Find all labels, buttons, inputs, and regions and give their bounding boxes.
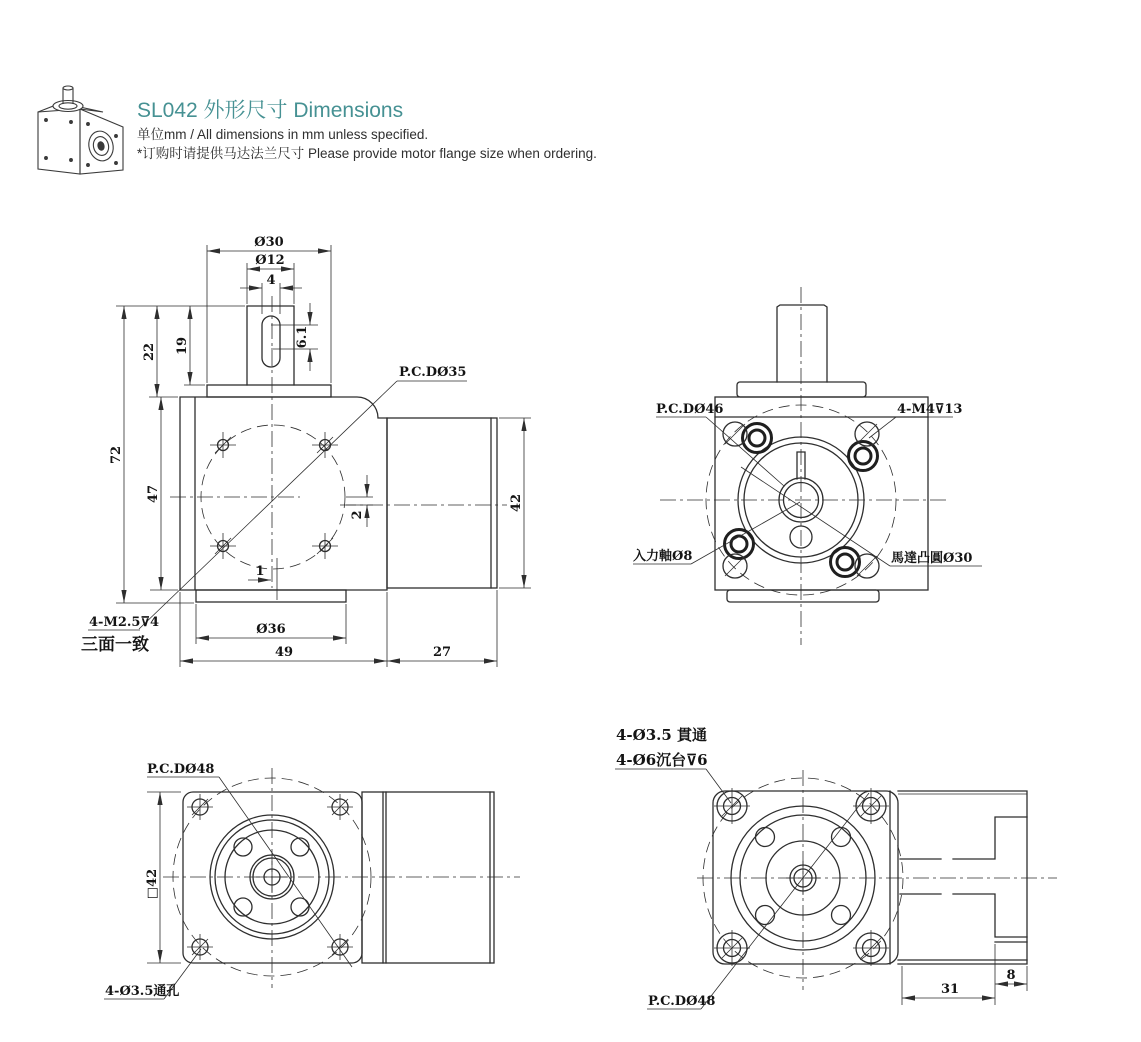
output-boss-plate	[207, 385, 331, 397]
output-view-b	[615, 726, 1057, 1009]
label-tapped-holes: 4-M2.5⊽4	[89, 615, 160, 630]
dim-boss-od: Ø30	[254, 235, 284, 250]
gearbox-3d-icon	[38, 86, 123, 174]
ordering-note: *订购时请提供马达法兰尺寸 Please provide motor flange size when ordering.	[137, 146, 597, 161]
dim-offset1: 1	[255, 564, 265, 579]
flange-screw-holes	[210, 432, 338, 559]
output-view-a	[104, 762, 520, 999]
dim-block-h: 42	[509, 493, 524, 513]
dim-w31: 31	[940, 982, 960, 997]
output-flange-b	[713, 791, 898, 964]
dim-shaft-d: Ø12	[255, 253, 285, 268]
label-pcd48-b: P.C.DØ48	[648, 994, 716, 1009]
dim-offset2: 2	[350, 510, 365, 520]
bottom-boss-plate	[196, 590, 346, 602]
label-counterbore-b: 4-Ø6沉台⊽6	[616, 751, 708, 769]
dim-w8: 8	[1006, 968, 1016, 983]
stepped-bore-profile	[900, 817, 1027, 942]
label-input-shaft: 入力軸Ø8	[633, 549, 693, 564]
label-m4-holes: 4-M4⊽13	[897, 402, 963, 417]
dim-h47: 47	[146, 484, 161, 504]
body-a	[362, 792, 494, 963]
motor-flange-block	[387, 418, 497, 588]
output-boss-column	[247, 306, 294, 385]
bottom-plate	[727, 590, 879, 602]
page-title: SL042 外形尺寸 Dimensions	[137, 99, 404, 122]
dim-block-w: 27	[432, 645, 452, 660]
output-b-dimensions	[615, 726, 1027, 1009]
dim-body-w: 49	[274, 645, 294, 660]
label-through-holes-a: 4-Ø3.5通孔	[105, 984, 180, 999]
label-motor-boss: 馬達凸圓Ø30	[891, 551, 973, 566]
label-three-sides-note: 三面一致	[81, 635, 149, 654]
dim-h19: 19	[175, 336, 190, 356]
dim-h22: 22	[142, 342, 157, 362]
output-shaft	[777, 305, 827, 382]
dim-square42: □42	[145, 868, 160, 900]
label-pcd35: P.C.DØ35	[399, 365, 467, 380]
label-through-b: 4-Ø3.5 貫通	[616, 726, 708, 744]
label-pcd46: P.C.DØ46	[656, 402, 724, 417]
label-pcd48-a: P.C.DØ48	[147, 762, 215, 777]
top-boss-plate	[737, 382, 866, 397]
dim-h72: 72	[109, 445, 124, 465]
input-view	[633, 287, 982, 645]
units-note: 单位mm / All dimensions in mm unless specified.	[137, 127, 429, 142]
output-keyway-slot	[262, 316, 280, 367]
dim-key-depth: 6.1	[295, 325, 310, 349]
dim-bottom-boss: Ø36	[256, 622, 286, 637]
side-view	[81, 235, 531, 667]
dim-key-width: 4	[266, 273, 276, 288]
